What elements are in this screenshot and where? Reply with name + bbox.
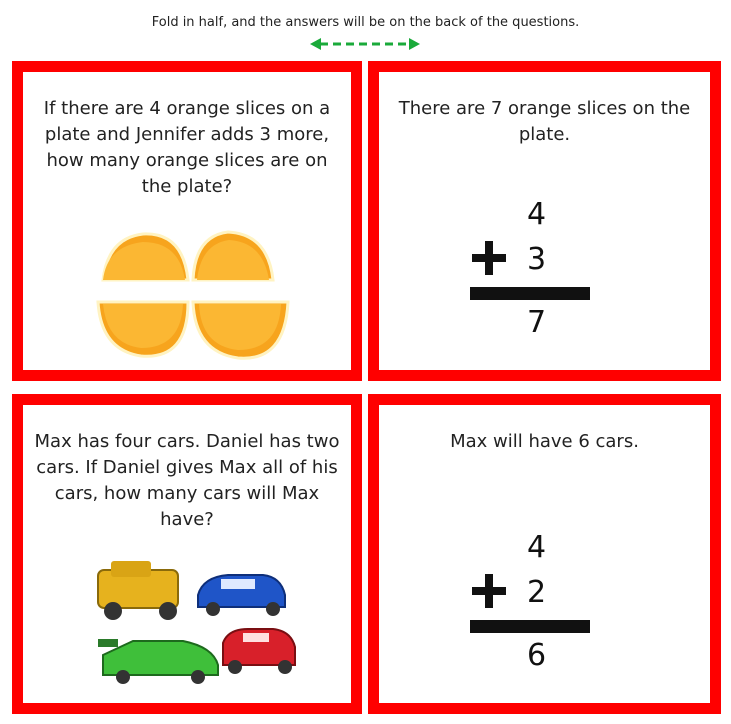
- addend-2: 2: [527, 575, 547, 610]
- addend-1: 4: [527, 197, 547, 232]
- fold-arrow-icon: [310, 36, 420, 52]
- addition-problem: [379, 520, 710, 673]
- addend-2: 3: [527, 242, 547, 277]
- question-text: Max has four cars. Daniel has two cars. If Daniel gives Max all of his cars, how many cars will Max have?: [34, 431, 340, 530]
- sum: 7: [527, 305, 547, 340]
- answer-text: Max will have 6 cars.: [450, 431, 639, 452]
- sum-bar: [470, 287, 590, 300]
- answer-text: There are 7 orange slices on the plate.: [398, 98, 691, 145]
- orange-slices-picture: [23, 222, 351, 372]
- question-text: If there are 4 orange slices on a plate and Jennifer adds 3 more, how many orange slices are on the plate?: [43, 98, 331, 197]
- toy-cars-picture: [23, 555, 351, 705]
- addend-1: 4: [527, 530, 547, 565]
- plus-icon: [472, 574, 506, 608]
- fold-instruction: Fold in half, and the answers will be on the back of the questions.: [151, 15, 580, 30]
- plus-icon: [472, 241, 506, 275]
- answer-card-1: [368, 61, 721, 381]
- sum: 6: [527, 638, 547, 673]
- question-card-2: [12, 394, 362, 714]
- question-card-1: [12, 61, 362, 381]
- answer-card-2: [368, 394, 721, 714]
- addition-problem: [379, 187, 710, 340]
- sum-bar: [470, 620, 590, 633]
